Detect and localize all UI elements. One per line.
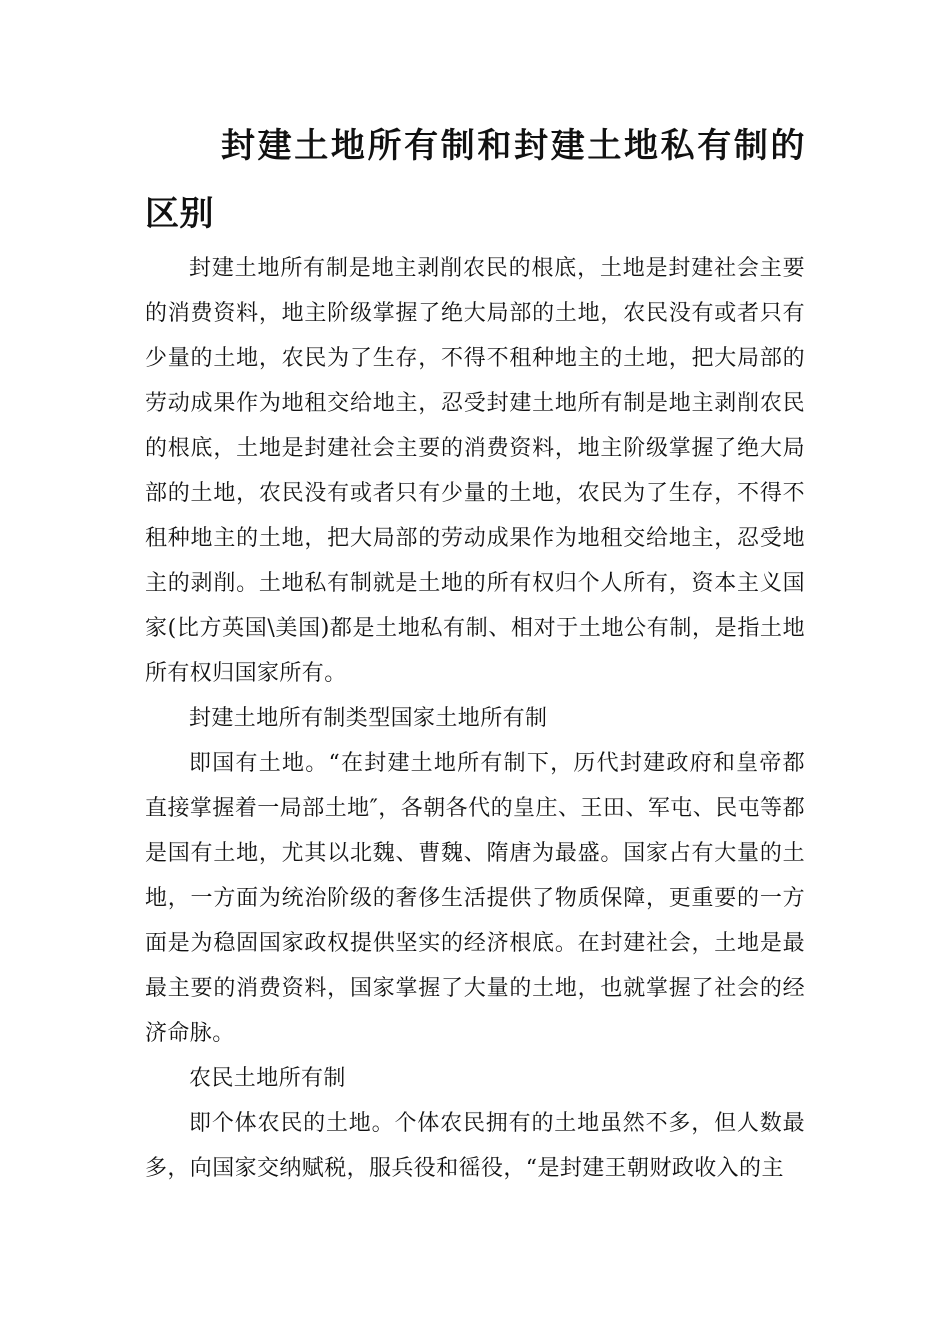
document-body [145, 246, 805, 1191]
section-heading-state-land: 封建土地所有制类型国家土地所有制 [189, 706, 548, 731]
document-title: 封建土地所有制和封建土地私有制的区别 [145, 126, 805, 234]
paragraph-peasant-land: 即个体农民的土地。个体农民拥有的土地虽然不多，但人数最多，向国家交纳赋税，服兵役和徭役，“是封建王朝财政收入的主 [145, 1111, 805, 1181]
paragraph-intro: 封建土地所有制是地主剥削农民的根底，土地是封建社会主要的消费资料，地主阶级掌握了绝大局部的土地，农民没有或者只有少量的土地，农民为了生存，不得不租种地主的土地，把大局部的劳动成果作为地租交给地主，忍受封建土地所有制是地主剥削农民的根底，土地是封建社会主要的消费资料，地主阶级掌握了绝大局部的土地，农民没有或者只有少量的土地，农民为了生存，不得不租种地主的土地，把大局部的劳动成果作为地租交给地主，忍受地主的剥削。土地私有制就是土地的所有权归个人所有，资本主义国家(比方英国\美国)都是土地私有制、相对于土地公有制，是指土地所有权归国家所有。 [145, 256, 805, 686]
paragraph-state-land: 即国有土地。“在封建土地所有制下，历代封建政府和皇帝都直接掌握着一局部土地″，各朝各代的皇庄、王田、军屯、民屯等都是国有土地，尤其以北魏、曹魏、隋唐为最盛。国家占有大量的土地，一方面为统治阶级的奢侈生活提供了物质保障，更重要的一方面是为稳固国家政权提供坚实的经济根底。在封建社会，土地是最最主要的消费资料，国家掌握了大量的土地，也就掌握了社会的经济命脉。 [145, 751, 805, 1046]
section-heading-peasant-land: 农民土地所有制 [189, 1066, 346, 1091]
